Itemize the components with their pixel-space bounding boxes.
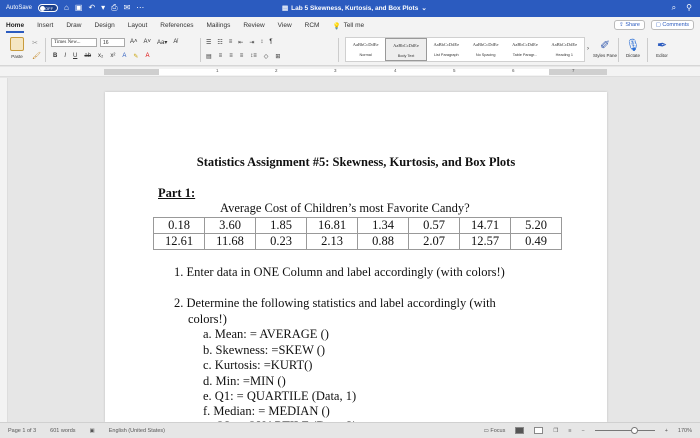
numbering-icon[interactable]: ☷ <box>217 40 223 46</box>
comment-icon: ▢ <box>655 22 663 28</box>
ruler-number: 6 <box>512 68 515 73</box>
zoom-level[interactable]: 170% <box>677 427 692 434</box>
undo-icon[interactable]: ↶ <box>88 3 96 12</box>
strikethrough-icon[interactable]: ab <box>84 53 92 59</box>
sub-item-median: f. Median: = MEDIAN () <box>203 404 330 418</box>
tab-insert[interactable]: Insert <box>37 22 54 29</box>
tab-references[interactable]: References <box>160 22 194 29</box>
redo-dropdown-icon[interactable]: ▾ <box>101 3 106 12</box>
styles-gallery <box>345 37 585 62</box>
share-label: Share <box>625 22 640 28</box>
change-case-icon[interactable]: Aa▾ <box>157 40 168 46</box>
autosave-label: AutoSave <box>6 5 33 11</box>
style-preview: AaBbCcDdEe <box>472 42 499 47</box>
search-icon[interactable]: ⌕ <box>671 3 677 12</box>
table-row <box>154 234 562 250</box>
read-mode-icon[interactable]: ❒ <box>553 427 559 434</box>
tab-home[interactable]: Home <box>6 22 25 29</box>
horizontal-ruler[interactable] <box>0 67 700 77</box>
paste-button[interactable] <box>6 37 28 59</box>
clear-formatting-icon[interactable]: A̸ <box>173 39 178 45</box>
style-preview: AaBbCcDdEe <box>393 43 419 48</box>
zoom-in-icon[interactable]: + <box>664 427 668 434</box>
save-icon[interactable]: ▣ <box>74 3 83 12</box>
ruler-number: 2 <box>275 68 278 73</box>
align-center-icon[interactable]: ≡ <box>218 53 223 59</box>
borders-icon[interactable]: ⊞ <box>275 54 281 60</box>
ribbon-home <box>0 34 700 66</box>
table-row <box>154 218 562 234</box>
table-cell[interactable]: 1.85 <box>256 218 307 234</box>
part-heading: Part 1: <box>158 186 196 200</box>
style-name: Body Text <box>397 54 415 58</box>
table-cell[interactable]: 1.34 <box>358 218 409 234</box>
tell-me-label: Tell me <box>343 22 365 29</box>
tab-mailings[interactable]: Mailings <box>206 22 231 29</box>
font-size-select[interactable]: 16 <box>100 38 125 47</box>
table-cell[interactable]: 16.81 <box>307 218 358 234</box>
sub-item-kurtosis: c. Kurtosis: =KURT() <box>203 358 313 372</box>
justify-icon[interactable]: ≡ <box>239 53 244 59</box>
style-body-text[interactable] <box>385 38 426 61</box>
tell-me-search[interactable] <box>332 22 364 30</box>
tab-draw[interactable]: Draw <box>66 22 82 29</box>
ruler-number: 5 <box>453 68 456 73</box>
table-cell[interactable]: 0.23 <box>256 234 307 250</box>
tab-rcm[interactable]: RCM <box>304 22 320 29</box>
table-cell[interactable]: 2.07 <box>409 234 460 250</box>
style-normal[interactable] <box>346 38 385 61</box>
tab-view[interactable]: View <box>277 22 292 29</box>
increase-indent-icon[interactable]: ⇥ <box>249 40 255 46</box>
align-left-icon[interactable]: ▤ <box>206 54 212 60</box>
ruler-number: 3 <box>334 68 337 73</box>
print-layout-view-button[interactable] <box>515 427 524 434</box>
editor-button[interactable] <box>649 37 675 58</box>
focus-button[interactable] <box>484 428 506 434</box>
bold-icon[interactable]: B <box>53 53 58 59</box>
style-preview: AaBbCcDdEe <box>352 42 379 47</box>
share-button[interactable] <box>614 20 645 30</box>
style-name: Heading 1 <box>555 53 573 57</box>
clipboard-icon <box>10 37 24 51</box>
bullets-icon[interactable]: ☰ <box>206 40 212 46</box>
title-bar <box>0 0 700 17</box>
style-name: Normal <box>359 53 372 57</box>
styles-pane-icon: ✐ <box>599 38 611 52</box>
chevron-down-icon: ⌄ <box>421 5 427 12</box>
ribbon-tabs <box>0 17 700 34</box>
multilevel-list-icon[interactable]: ≡ <box>228 39 233 45</box>
zoom-out-icon[interactable]: − <box>581 427 585 434</box>
table-cell[interactable]: 0.18 <box>154 218 205 234</box>
style-list-paragraph[interactable] <box>427 38 466 61</box>
document-icon: ▤ <box>282 5 289 12</box>
align-right-icon[interactable]: ≡ <box>229 53 233 59</box>
comments-label: Comments <box>662 22 689 28</box>
sub-item-skewness: b. Skewness: =SKEW () <box>203 343 326 357</box>
superscript-icon[interactable]: x² <box>110 53 116 59</box>
share-icon: ⇪ <box>619 22 626 28</box>
share-person-icon[interactable]: ⚲ <box>686 3 692 12</box>
table-cell[interactable]: 0.57 <box>409 218 460 234</box>
grow-font-icon[interactable]: A˄ <box>130 39 138 45</box>
font-name-select[interactable]: Times New... <box>51 38 97 47</box>
microphone-icon: 🎙 <box>625 38 641 52</box>
style-name: No Spacing <box>475 53 496 57</box>
sub-item-q1: e. Q1: = QUARTILE (Data, 1) <box>203 389 357 403</box>
proofing-icon[interactable]: ▣ <box>89 428 95 434</box>
cut-icon[interactable]: ✂ <box>32 40 38 47</box>
style-table-paragraph[interactable] <box>505 38 544 61</box>
subscript-icon[interactable]: x₂ <box>98 53 104 59</box>
styles-more-icon[interactable]: › <box>587 46 589 52</box>
list-item-2: 2. Determine the following statistics and label accordingly (with <box>174 296 496 310</box>
status-bar <box>0 422 700 438</box>
tab-design[interactable]: Design <box>94 22 115 29</box>
tab-review[interactable]: Review <box>243 22 265 29</box>
document-title-text: Lab 5 Skewness, Kurtosis, and Box Plots <box>291 4 419 12</box>
zoom-slider[interactable] <box>595 430 655 431</box>
ruler-number: 1 <box>216 68 219 73</box>
style-preview: AaBbCcDdEe <box>433 42 460 47</box>
ruler-number: 7 <box>572 68 575 73</box>
focus-label: Focus <box>490 427 506 434</box>
table-cell[interactable]: 12.57 <box>460 234 511 250</box>
dictate-label: Dictate <box>625 53 640 58</box>
outline-view-icon[interactable]: ≡ <box>568 427 572 434</box>
word-count[interactable]: 601 words <box>50 428 76 434</box>
editor-pen-icon: ✒ <box>656 38 668 52</box>
home-icon[interactable]: ⌂ <box>64 3 69 12</box>
vertical-ruler[interactable] <box>0 78 8 422</box>
autosave-toggle[interactable]: OFF <box>38 4 58 12</box>
editor-label: Editor <box>656 53 668 58</box>
page-count[interactable]: Page 1 of 3 <box>8 428 37 434</box>
table-cell[interactable]: 2.13 <box>307 234 358 250</box>
shrink-font-icon[interactable]: A˅ <box>143 39 152 45</box>
paste-label: Paste <box>11 54 23 59</box>
italic-icon[interactable]: I <box>64 53 67 59</box>
web-layout-view-button[interactable] <box>534 427 543 434</box>
style-name: List Paragraph <box>433 53 459 57</box>
style-preview: AaBbCcDdEe <box>551 42 578 47</box>
highlight-icon[interactable]: ✎ <box>133 54 139 60</box>
style-preview: AaBbCcDdEe <box>512 42 538 47</box>
lightbulb-icon: 💡 <box>332 22 341 30</box>
more-icon[interactable]: ⋯ <box>136 3 145 12</box>
decrease-indent-icon[interactable]: ⇤ <box>238 40 244 46</box>
mail-icon[interactable]: ✉ <box>123 3 131 12</box>
styles-pane-button[interactable] <box>592 37 618 58</box>
data-table[interactable] <box>153 217 562 250</box>
format-painter-icon[interactable]: 🖌 <box>32 53 41 60</box>
shading-icon[interactable]: ◇ <box>263 54 269 60</box>
table-cell[interactable]: 0.49 <box>511 234 562 250</box>
left-margin <box>104 69 159 75</box>
tab-layout[interactable]: Layout <box>127 22 148 29</box>
style-name: Table Paragr... <box>512 53 538 57</box>
table-cell[interactable]: 0.88 <box>358 234 409 250</box>
language-status[interactable]: English (United States) <box>108 428 165 434</box>
text-effects-icon[interactable]: A <box>122 53 127 59</box>
sub-item-min: d. Min: =MIN () <box>203 374 286 388</box>
style-heading-1[interactable] <box>545 38 584 61</box>
list-item-1: 1. Enter data in ONE Column and label accordingly (with colors!) <box>174 265 505 279</box>
pilcrow-icon[interactable]: ¶ <box>269 39 273 45</box>
font-color-icon[interactable]: A <box>145 53 150 59</box>
right-margin <box>549 69 607 75</box>
table-cell[interactable]: 12.61 <box>154 234 205 250</box>
styles-pane-label: Styles Pane <box>592 53 617 58</box>
line-spacing-icon[interactable]: ↕≡ <box>250 53 257 59</box>
dictate-button[interactable] <box>620 37 646 58</box>
ruler-number: 4 <box>394 68 397 73</box>
list-item-2-cont: colors!) <box>188 312 227 326</box>
table-cell[interactable]: 5.20 <box>511 218 562 234</box>
underline-icon[interactable]: U <box>73 53 78 59</box>
document-title[interactable] <box>282 4 427 12</box>
table-cell[interactable]: 3.60 <box>205 218 256 234</box>
document-heading: Statistics Assignment #5: Skewness, Kurtosis, and Box Plots <box>196 155 516 169</box>
table-caption: Average Cost of Children’s most Favorite Candy? <box>220 201 470 215</box>
focus-icon: ▭ <box>483 427 491 434</box>
print-icon[interactable]: ⎙ <box>111 3 118 12</box>
sort-icon[interactable]: ↕ <box>260 39 264 45</box>
table-cell[interactable]: 11.68 <box>205 234 256 250</box>
table-cell[interactable]: 14.71 <box>460 218 511 234</box>
sub-item-mean: a. Mean: = AVERAGE () <box>203 327 329 341</box>
zoom-slider-knob[interactable] <box>631 427 638 434</box>
style-no-spacing[interactable] <box>466 38 505 61</box>
document-page[interactable] <box>105 92 607 422</box>
comments-button[interactable] <box>651 20 694 30</box>
